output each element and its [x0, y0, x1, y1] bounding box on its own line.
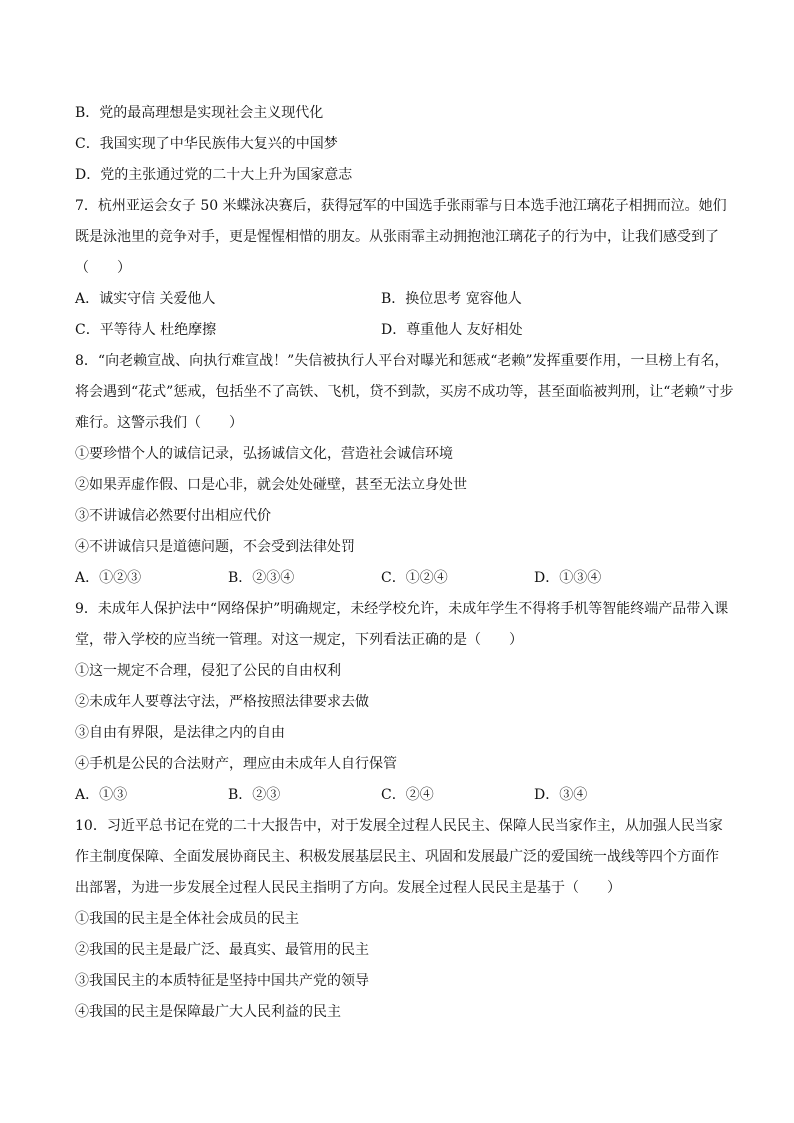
q6-option-b: B．党的最高理想是实现社会主义现代化 [75, 105, 324, 121]
q8-option-d: D．①③④ [534, 570, 602, 586]
q9-option-c: C．②④ [381, 787, 434, 803]
q10-stem-line: 作主制度保障、全面发展协商民主、积极发展基层民主、巩固和发展最广泛的爱国统一战线等四个方面作 [75, 849, 719, 865]
q7-option-a: A．诚实守信 关爱他人 [75, 291, 216, 307]
q10-stem-line: 10．习近平总书记在党的二十大报告中，对于发展全过程人民民主、保障人民当家作主，从加强人民当家 [75, 818, 723, 834]
q6-option-c: C．我国实现了中华民族伟大复兴的中国梦 [75, 136, 338, 152]
q7-stem-line: 7．杭州亚运会女子 50 米蝶泳决赛后，获得冠军的中国选手张雨霏与日本选手池江璃花子相拥而泣。她们 [75, 198, 727, 214]
q10-statement: ②我国的民主是最广泛、最真实、最管用的民主 [75, 942, 369, 958]
q9-statement: ④手机是公民的合法财产，理应由未成年人自行保管 [75, 756, 397, 772]
q8-stem-line: 将会遇到“花式”惩戒，包括坐不了高铁、飞机，贷不到款，买房不成功等，甚至面临被判刑，让“老赖”寸步 [75, 384, 734, 400]
q10-stem-line: 出部署，为进一步发展全过程人民民主指明了方向。发展全过程人民民主是基于（ ） [75, 880, 621, 896]
q7-option-d: D．尊重他人 友好相处 [381, 322, 523, 338]
q7-stem-line: （ ） [75, 260, 131, 276]
q8-statement: ④不讲诚信只是道德问题，不会受到法律处罚 [75, 539, 355, 555]
q10-statement: ④我国的民主是保障最广大人民利益的民主 [75, 1004, 341, 1020]
q9-options-row [75, 780, 725, 811]
q8-stem-line: 8．“向老赖宣战、向执行难宣战！”失信被执行人平台对曝光和惩戒“老赖”发挥重要作用，一旦榜上有名， [75, 353, 729, 369]
q9-statement: ②未成年人要尊法守法，严格按照法律要求去做 [75, 694, 369, 710]
q9-option-d: D．③④ [534, 787, 588, 803]
q8-options-row [75, 563, 725, 594]
q9-statement: ①这一规定不合理，侵犯了公民的自由权利 [75, 663, 341, 679]
q8-statement: ②如果弄虚作假、口是心非，就会处处碰壁，甚至无法立身处世 [75, 477, 467, 493]
exam-page [75, 98, 734, 1028]
q9-stem-line: 堂，带入学校的应当统一管理。对这一规定，下列看法正确的是（ ） [75, 632, 523, 648]
question-9 [75, 594, 729, 811]
q8-option-a: A．①②③ [75, 570, 142, 586]
q7-options-row [75, 284, 725, 315]
question-10 [75, 811, 725, 1028]
q9-option-b: B．②③ [228, 787, 281, 803]
q10-statement: ③我国民主的本质特征是坚持中国共产党的领导 [75, 973, 369, 989]
q9-statement: ③自由有界限，是法律之内的自由 [75, 725, 285, 741]
q7-stem-line: 既是泳池里的竞争对手，更是惺惺相惜的朋友。从张雨霏主动拥抱池江璃花子的行为中，让我们感受到了 [75, 229, 719, 245]
q8-stem-line: 难行。这警示我们（ ） [75, 415, 243, 431]
q8-option-b: B．②③④ [228, 570, 295, 586]
q8-statement: ③不讲诚信必然要付出相应代价 [75, 508, 271, 524]
question-7 [75, 191, 725, 346]
question-8 [75, 346, 734, 594]
q9-stem-line: 9．未成年人保护法中“网络保护”明确规定，未经学校允许，未成年学生不得将手机等智能终端产品带入课 [75, 601, 729, 617]
q8-statement: ①要珍惜个人的诚信记录，弘扬诚信文化，营造社会诚信环境 [75, 446, 453, 462]
q10-statement: ①我国的民主是全体社会成员的民主 [75, 911, 299, 927]
q7-option-b: B．换位思考 宽容他人 [381, 291, 522, 307]
q7-option-c: C．平等待人 杜绝摩擦 [75, 322, 217, 338]
q8-option-c: C．①②④ [381, 570, 448, 586]
q6-option-d: D．党的主张通过党的二十大上升为国家意志 [75, 167, 353, 183]
question-6-options [75, 98, 725, 191]
q9-option-a: A．①③ [75, 787, 128, 803]
q7-options-row [75, 315, 725, 346]
